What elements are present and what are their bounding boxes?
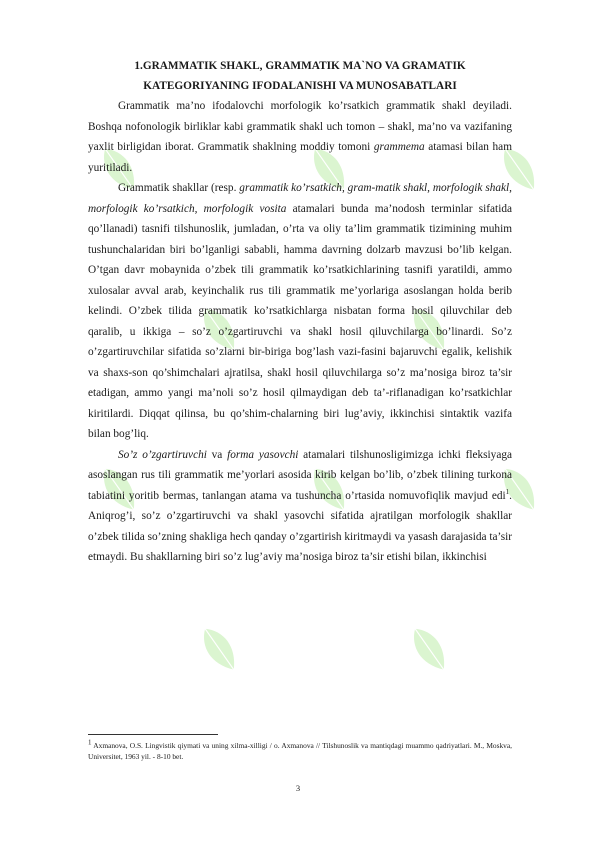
heading-line-2: KATEGORIYANING IFODALANISHI VA MUNOSABATLARI bbox=[143, 80, 457, 92]
footnote-marker: 1 bbox=[88, 738, 92, 747]
paragraph-2-text-a: Grammatik shakllar (resp. bbox=[118, 182, 240, 194]
term-forma-yasovchi: forma yasovchi bbox=[227, 448, 299, 461]
main-text bbox=[88, 56, 512, 568]
term-grammema: grammema bbox=[373, 141, 425, 153]
footnote-reference[interactable]: 1 bbox=[505, 487, 510, 496]
section-heading bbox=[88, 56, 512, 96]
footnote-text: Axmanova, O.S. Lingvistik qiymati va uning xilma-xilligi / o. Axmanova // Tilshunoslik va mantiqdagi muammo qadriyatlari. M., Moskva, Universitet, 1963 yil. - 8-10 bet. bbox=[88, 741, 512, 761]
page-number: 3 bbox=[295, 783, 301, 793]
paragraph-3 bbox=[88, 445, 512, 568]
paragraph-1 bbox=[88, 96, 512, 178]
paragraph-3-text-a: atamalari tilshunosligimizga ichki fleksiyaga asoslangan rus tili grammatik me’yorlari asosida kirib kelgan bo’lib, o’zbek tilining turkona tabiatini yoritib bermas, tanlangan atama va tushuncha o’rtasida nomuvofiqlik mavjud edi bbox=[88, 448, 512, 502]
paragraph-1-text-b: atamasi bilan ham yuritiladi. bbox=[88, 141, 512, 174]
term-soz-ozgartiruvchi: So’z o’zgartiruvchi bbox=[118, 448, 207, 461]
heading-line-1: 1.GRAMMATIK SHAKL, GRAMMATIK MA`NO VA GRAMATIK bbox=[134, 60, 466, 72]
paragraph-2-text-b: atamalari bunda ma’nodosh terminlar sifatida qo’llanadi) tasnifi tilshunoslik, jumladan, o’rta va oliy ta’lim grammatik tizimining muhim tushunchalaridan biri bo’lganligi sababli, hamma davrning dolzarb mavzusi bo’lib kelgan. O’tgan davr mobaynida o’zbek tili grammatik ko’rsatkichlarining tasnifi yaratildi, ammo xulosalar avval arab, keyinchalik rus tili grammatik me’yorlariga asoslangan holda berib kelindi. O’zbek tilida grammatik ko’rsatkichlarga nisbatan forma hosil qiluvchilar deb qaralib, u ikkiga – so’z o’zgartiruvchi va shakl hosil qiluvchilarga bo’linardi. So’z o’zgartiruvchilar sifatida so’zlarni bir-biriga bog’lash vazi-fasini bajaruvchi egalik, kelishik va shaxs-son qo’shimchalari ajratilsa, shakl hosil qiluvchilarga so’z ma’nosiga biroz ta’sir etadigan, ammo yangi ma’noli so’z hosil qilmaydigan deb ta’-riflanadigan ko’rsatkichlar kiritilardi. Diqqat qilinsa, bu qo’shim-chalarning biri lug’aviy, ikkinchisi sintaktik vazifa bilan bog’liq. bbox=[88, 202, 512, 440]
paragraph-1-text-a: Grammatik ma’no ifodalovchi morfologik ko’rsatkich grammatik shakl deyiladi. Boshqa nofonologik birliklar kabi grammatik shakl uch tomon – shakl, ma’no va vazifaning yaxlit birligidan iborat. Grammatik shaklning moddiy tomoni bbox=[88, 100, 512, 153]
paragraph-2 bbox=[88, 178, 512, 445]
paragraph-2-terms: grammatik ko’rsatkich, gram-matik shakl, morfologik shakl, morfologik ko’rsatkich, morfologik vosita bbox=[88, 182, 512, 215]
paragraph-3-conj: va bbox=[206, 448, 228, 461]
footnote bbox=[88, 740, 512, 762]
paragraph-3-text-b: . Aniqrog’i, so’z o’zgartiruvchi va shakl yasovchi sifatida ajratilgan morfologik shakllar o’zbek tilida so’zning shakliga hech qanday o’zgartirish kiritmaydi va yasash darajasida ta’sir etmaydi. Bu shakllarning biri so’z lug’aviy ma’nosiga biroz ta’sir etishi bilan, ikkinchisi bbox=[88, 489, 512, 563]
footnote-divider bbox=[88, 734, 218, 735]
